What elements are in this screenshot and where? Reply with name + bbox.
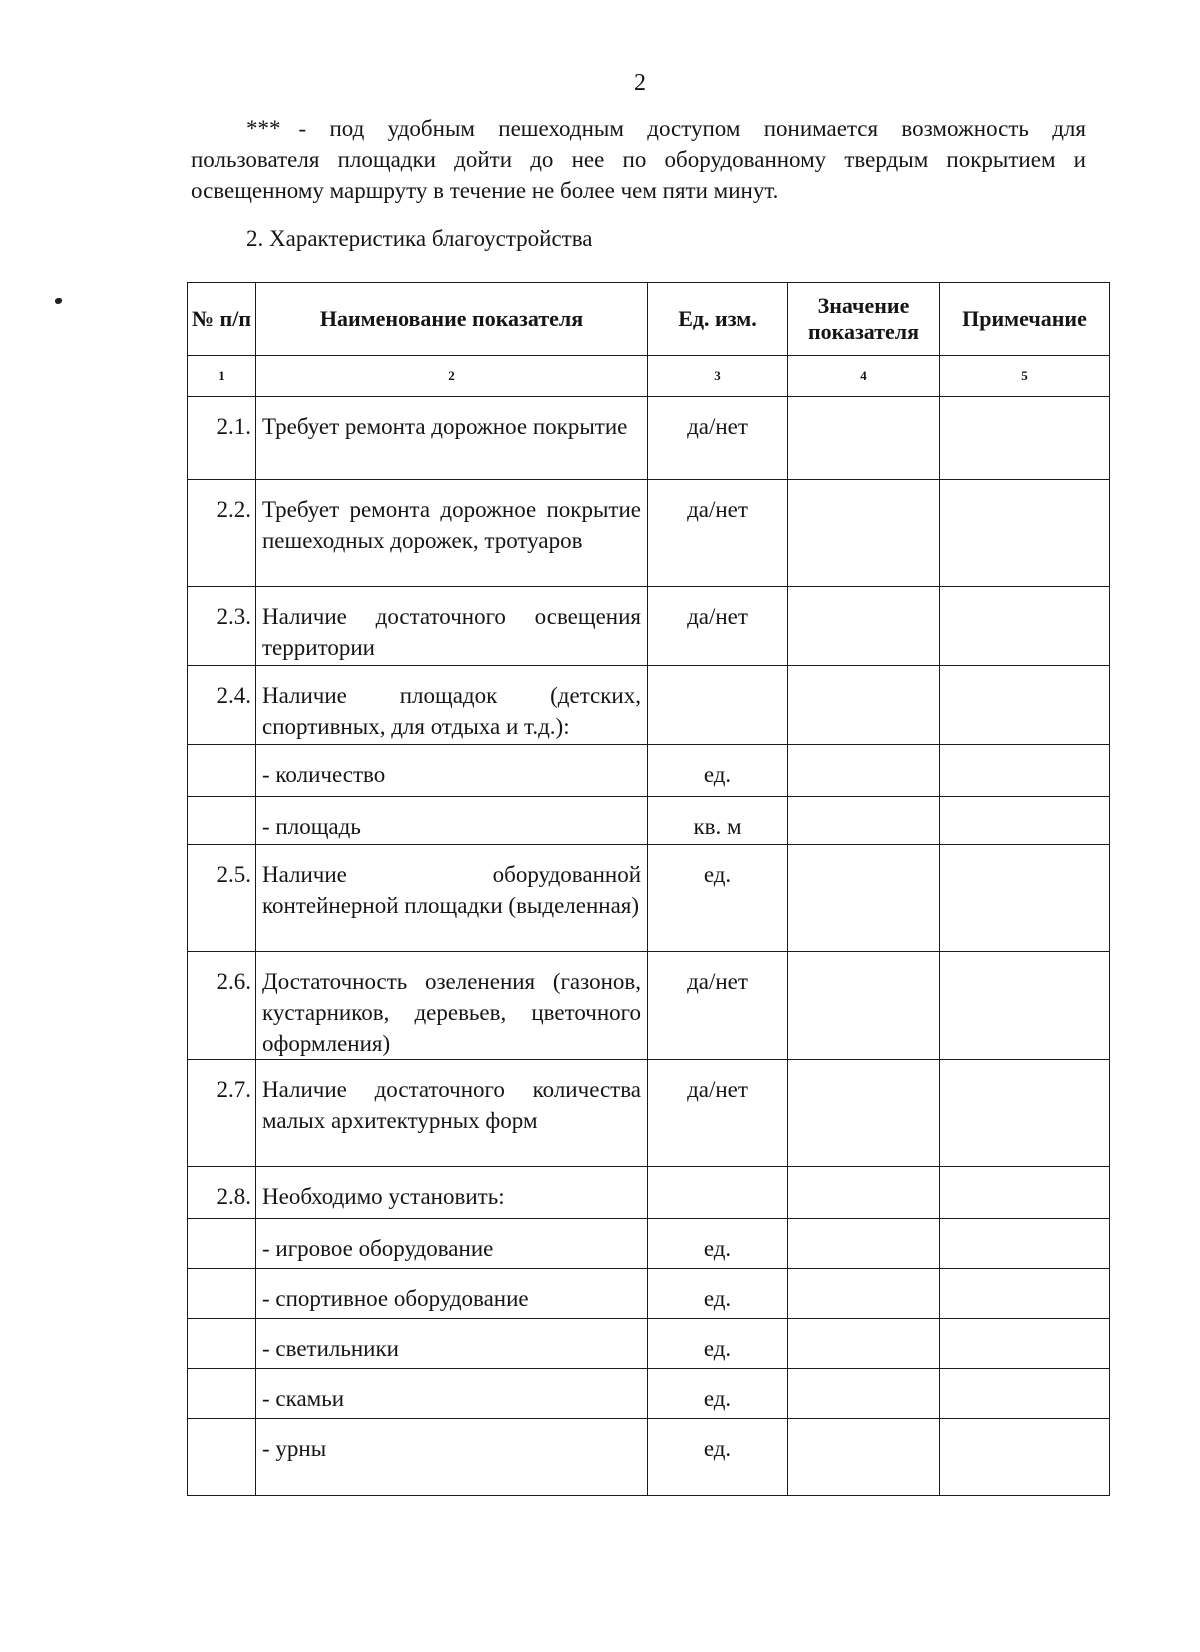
note-cell [940, 845, 1110, 952]
indicator-name-cell: - урны [256, 1419, 648, 1496]
value-cell [788, 797, 940, 845]
unit-cell: да/нет [648, 1060, 788, 1167]
column-number: 5 [940, 356, 1110, 397]
table-row [188, 797, 1110, 845]
note-cell [940, 1369, 1110, 1419]
value-cell [788, 1319, 940, 1369]
note-cell [940, 1060, 1110, 1167]
value-cell [788, 845, 940, 952]
value-cell [788, 1419, 940, 1496]
section-title: 2. Характеристика благоустройства [246, 226, 593, 251]
note-cell [940, 952, 1110, 1060]
indicator-name-cell: Требует ремонта дорожное покрытие пешеходных дорожек, тротуаров [256, 480, 648, 587]
indicators-table [187, 282, 1110, 1496]
note-cell [940, 1269, 1110, 1319]
indicator-name-cell: Требует ремонта дорожное покрытие [256, 397, 648, 480]
value-cell [788, 1167, 940, 1219]
unit-cell: ед. [648, 1419, 788, 1496]
table-row [188, 745, 1110, 797]
row-number-cell [188, 1219, 256, 1269]
row-number-cell [188, 1319, 256, 1369]
row-number-cell [188, 797, 256, 845]
table-body [188, 397, 1110, 1496]
unit-cell: ед. [648, 1369, 788, 1419]
indicator-name-cell: Наличие достаточного количества малых архитектурных форм [256, 1060, 648, 1167]
header-name: Наименование показателя [256, 283, 648, 356]
table-row [188, 845, 1110, 952]
unit-cell: ед. [648, 745, 788, 797]
value-cell [788, 1269, 940, 1319]
unit-cell [648, 666, 788, 745]
footnote-marker: *** [246, 116, 281, 141]
column-number: 4 [788, 356, 940, 397]
unit-cell [648, 1167, 788, 1219]
row-number-cell: 2.5. [188, 845, 256, 952]
value-cell [788, 587, 940, 666]
table-row [188, 666, 1110, 745]
indicator-name-cell: Наличие оборудованной контейнерной площадки (выделенная) [256, 845, 648, 952]
value-cell [788, 666, 940, 745]
header-row [188, 283, 1110, 356]
table-row [188, 480, 1110, 587]
note-cell [940, 397, 1110, 480]
value-cell [788, 480, 940, 587]
column-number: 2 [256, 356, 648, 397]
table-row [188, 1369, 1110, 1419]
row-number-cell [188, 1269, 256, 1319]
note-cell [940, 745, 1110, 797]
value-cell [788, 397, 940, 480]
header-unit: Ед. изм. [648, 283, 788, 356]
note-cell [940, 1219, 1110, 1269]
note-cell [940, 1319, 1110, 1369]
note-cell [940, 587, 1110, 666]
table-row [188, 1419, 1110, 1496]
table-row [188, 587, 1110, 666]
unit-cell: ед. [648, 1219, 788, 1269]
table-row [188, 1319, 1110, 1369]
unit-cell: ед. [648, 1269, 788, 1319]
row-number-cell: 2.4. [188, 666, 256, 745]
value-cell [788, 1219, 940, 1269]
header-note: Примечание [940, 283, 1110, 356]
column-number: 1 [188, 356, 256, 397]
indicator-name-cell: Наличие достаточного освещения территории [256, 587, 648, 666]
unit-cell: да/нет [648, 587, 788, 666]
row-number-cell: 2.3. [188, 587, 256, 666]
column-number-row [188, 356, 1110, 397]
table-row [188, 1269, 1110, 1319]
unit-cell: да/нет [648, 952, 788, 1060]
page-number: 2 [634, 70, 646, 96]
indicator-name-cell: - игровое оборудование [256, 1219, 648, 1269]
row-number-cell: 2.6. [188, 952, 256, 1060]
unit-cell: ед. [648, 845, 788, 952]
indicator-name-cell: - спортивное оборудование [256, 1269, 648, 1319]
indicator-name-cell: - площадь [256, 797, 648, 845]
table-row [188, 1167, 1110, 1219]
value-cell [788, 952, 940, 1060]
footnote-text: - под удобным пешеходным доступом понимается возможность для пользователя площадки дойти до нее по оборудованному твердым покрытием и освещенному маршруту в течение не более чем пяти минут. [191, 116, 1086, 203]
unit-cell: да/нет [648, 480, 788, 587]
row-number-cell: 2.2. [188, 480, 256, 587]
table-row [188, 952, 1110, 1060]
note-cell [940, 797, 1110, 845]
unit-cell: да/нет [648, 397, 788, 480]
table-row [188, 1060, 1110, 1167]
indicator-name-cell: - светильники [256, 1319, 648, 1369]
indicator-name-cell: - скамьи [256, 1369, 648, 1419]
column-number: 3 [648, 356, 788, 397]
row-number-cell: 2.8. [188, 1167, 256, 1219]
indicator-name-cell: Необходимо установить: [256, 1167, 648, 1219]
row-number-cell: 2.7. [188, 1060, 256, 1167]
value-cell [788, 745, 940, 797]
row-number-cell [188, 745, 256, 797]
value-cell [788, 1369, 940, 1419]
indicator-name-cell: Достаточность озеленения (газонов, кустарников, деревьев, цветочного оформления) [256, 952, 648, 1060]
header-num: № п/п [188, 283, 256, 356]
row-number-cell [188, 1419, 256, 1496]
note-cell [940, 480, 1110, 587]
unit-cell: кв. м [648, 797, 788, 845]
table-row [188, 397, 1110, 480]
footnote [191, 113, 1086, 206]
header-value: Значение показателя [788, 283, 940, 356]
indicator-name-cell: Наличие площадок (детских, спортивных, для отдыха и т.д.): [256, 666, 648, 745]
note-cell [940, 666, 1110, 745]
row-number-cell [188, 1369, 256, 1419]
value-cell [788, 1060, 940, 1167]
note-cell [940, 1167, 1110, 1219]
unit-cell: ед. [648, 1319, 788, 1369]
indicator-name-cell: - количество [256, 745, 648, 797]
row-number-cell: 2.1. [188, 397, 256, 480]
scan-speck [55, 298, 62, 304]
note-cell [940, 1419, 1110, 1496]
table-row [188, 1219, 1110, 1269]
